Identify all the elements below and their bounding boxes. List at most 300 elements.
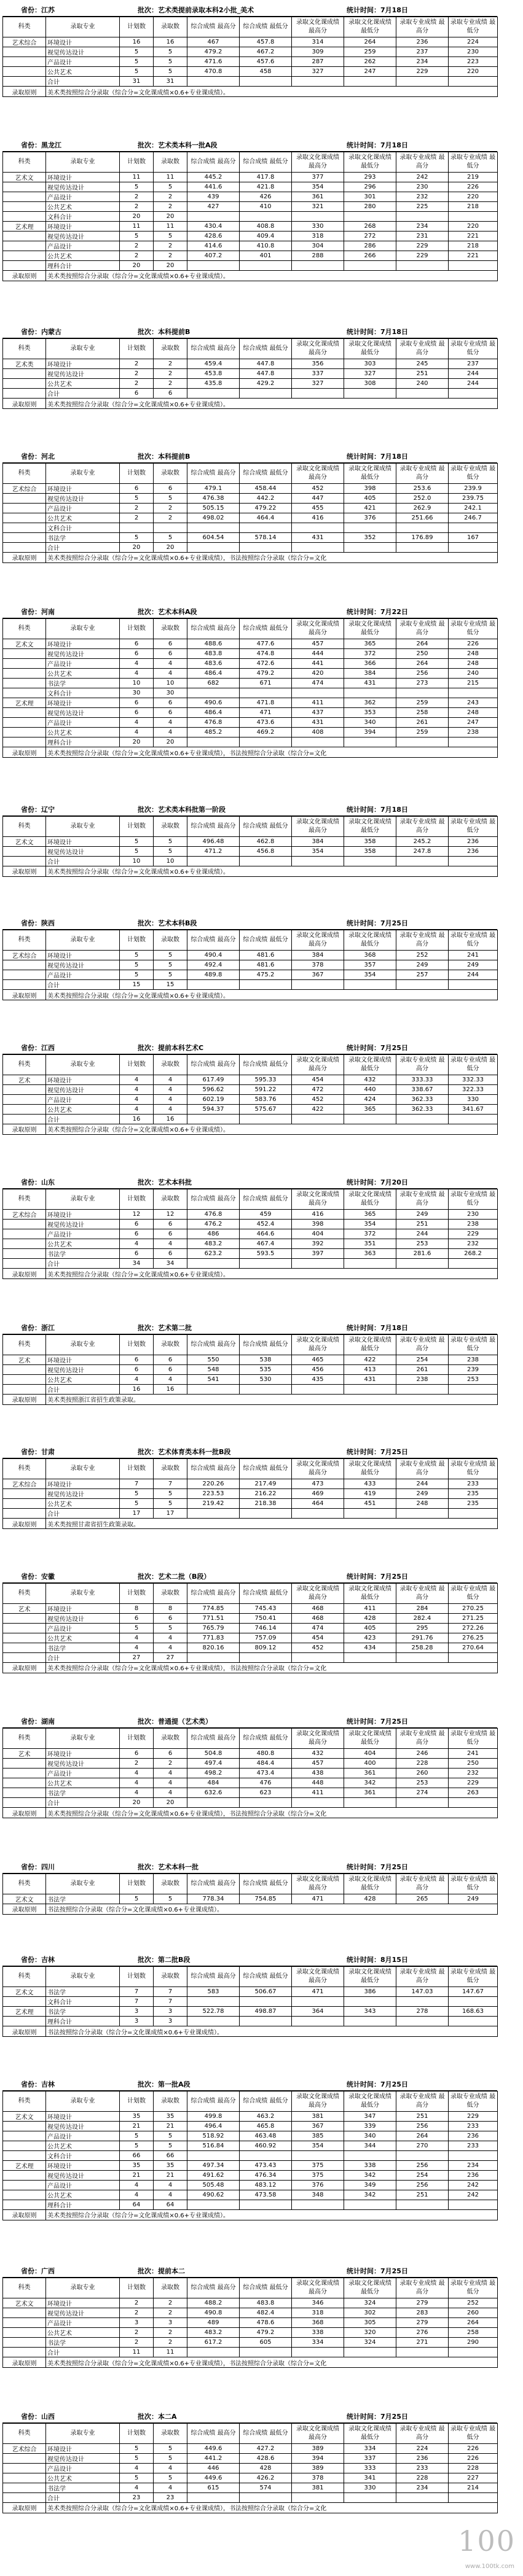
value-cell: 16 xyxy=(120,1114,154,1124)
value-cell: 229 xyxy=(396,251,449,260)
value-cell: 381 xyxy=(292,2483,344,2492)
major-cell: 合计 xyxy=(46,856,120,866)
value-cell: 5 xyxy=(154,67,187,77)
value-cell: 593.5 xyxy=(240,1249,292,1259)
table-row xyxy=(3,389,498,399)
column-header: 录取文化课成绩 最高分 xyxy=(292,1189,344,1210)
table-row xyxy=(3,728,498,737)
column-header: 录取专业成绩 最高分 xyxy=(396,2423,449,2443)
category-cell xyxy=(3,192,46,201)
value-cell: 615 xyxy=(187,2483,240,2492)
value-cell: 467.2 xyxy=(240,47,292,57)
major-cell: 环境设计 xyxy=(46,698,120,708)
value-cell: 274 xyxy=(396,1788,449,1798)
value-cell xyxy=(449,542,498,552)
value-cell: 229 xyxy=(449,1778,498,1788)
value-cell xyxy=(449,211,498,221)
column-header: 综合成绩 最高分 xyxy=(187,1874,240,1894)
column-header: 综合成绩 最低分 xyxy=(240,463,292,483)
value-cell xyxy=(187,2017,240,2026)
value-cell: 248 xyxy=(396,1499,449,1509)
policy-row xyxy=(3,1269,498,1279)
value-cell: 445.2 xyxy=(187,172,240,182)
major-cell: 合计 xyxy=(46,77,120,87)
value-cell: 341.67 xyxy=(449,1104,498,1114)
policy-text: 美术类按照综合分录取（综合分=文化课成绩×0.6+专业课成绩），书法按照综合分录取（综合分=文化 xyxy=(46,2357,498,2368)
value-cell: 246 xyxy=(396,1749,449,1759)
value-cell: 424 xyxy=(344,1094,396,1104)
value-cell: 343 xyxy=(344,2007,396,2017)
value-cell: 483.2 xyxy=(187,1239,240,1249)
column-header: 录取专业成绩 最高分 xyxy=(396,1729,449,1749)
value-cell: 8 xyxy=(154,1603,187,1613)
value-cell: 2 xyxy=(154,201,187,211)
category-cell xyxy=(3,1364,46,1374)
category-cell xyxy=(3,1623,46,1633)
column-header: 综合成绩 最高分 xyxy=(187,1583,240,1603)
category-cell xyxy=(3,389,46,399)
column-header: 综合成绩 最低分 xyxy=(240,152,292,172)
value-cell: 333 xyxy=(344,2463,396,2473)
value-cell: 361 xyxy=(292,192,344,201)
value-cell: 271 xyxy=(396,2338,449,2348)
table-row xyxy=(3,1499,498,1509)
major-cell: 书法学 xyxy=(46,2483,120,2492)
value-cell: 256 xyxy=(396,669,449,679)
column-header: 计划数 xyxy=(120,1967,154,1987)
column-header: 计划数 xyxy=(120,930,154,951)
value-cell: 474.8 xyxy=(240,649,292,659)
policy-text: 美术类按照综合分录取（综合分=文化课成绩×0.6+专业课成绩），书法按照综合分录取（综合分=文化 xyxy=(46,1662,498,1673)
major-cell: 视觉传达设计 xyxy=(46,2308,120,2318)
value-cell: 3 xyxy=(154,2318,187,2328)
column-header: 录取专业成绩 最高分 xyxy=(396,930,449,951)
value-cell: 4 xyxy=(120,2190,154,2200)
value-cell: 322.33 xyxy=(449,1084,498,1094)
value-cell: 365 xyxy=(344,1210,396,1220)
column-header: 计划数 xyxy=(120,339,154,359)
value-cell: 288 xyxy=(292,251,344,260)
table-row xyxy=(3,1355,498,1364)
table-row xyxy=(3,2190,498,2200)
value-cell xyxy=(344,260,396,270)
value-cell: 324 xyxy=(344,2298,396,2308)
value-cell: 595.33 xyxy=(240,1075,292,1084)
column-header: 计划数 xyxy=(120,1459,154,1479)
value-cell: 218 xyxy=(449,241,498,251)
province-label: 省份：陕西 xyxy=(21,919,55,927)
column-header: 计划数 xyxy=(120,17,154,37)
policy-text: 美术类按照综合分录取（综合分=文化课成绩×0.6+专业课成绩）。 xyxy=(46,990,498,1000)
value-cell: 457.8 xyxy=(240,37,292,47)
value-cell: 228 xyxy=(396,2473,449,2483)
value-cell: 242 xyxy=(449,2190,498,2200)
table-header-row xyxy=(3,619,498,639)
value-cell: 11 xyxy=(154,221,187,231)
major-cell: 公共艺术 xyxy=(46,251,120,260)
table-row xyxy=(3,1749,498,1759)
value-cell: 246.7 xyxy=(449,513,498,523)
value-cell: 411 xyxy=(344,1603,396,1613)
column-header: 录取专业 xyxy=(46,2091,120,2111)
value-cell: 270 xyxy=(396,2141,449,2150)
section-header xyxy=(2,2262,497,2278)
value-cell: 479.2 xyxy=(240,669,292,679)
value-cell: 421.8 xyxy=(240,182,292,192)
column-header: 计划数 xyxy=(120,1729,154,1749)
major-cell: 产品设计 xyxy=(46,2131,120,2141)
table-row xyxy=(3,688,498,698)
column-header: 录取专业 xyxy=(46,1334,120,1355)
value-cell: 248 xyxy=(449,649,498,659)
category-cell xyxy=(3,970,46,980)
value-cell: 6 xyxy=(154,1613,187,1623)
major-cell: 公共艺术 xyxy=(46,1104,120,1114)
category-cell xyxy=(3,1778,46,1788)
value-cell: 3 xyxy=(154,2017,187,2026)
value-cell: 459 xyxy=(240,1210,292,1220)
batch-label: 批次：本科提前B xyxy=(138,452,191,461)
value-cell: 176.89 xyxy=(396,532,449,542)
value-cell: 5 xyxy=(154,2131,187,2141)
value-cell: 347 xyxy=(344,2111,396,2121)
value-cell xyxy=(396,2492,449,2502)
value-cell: 439 xyxy=(187,192,240,201)
category-cell xyxy=(3,2308,46,2318)
column-header: 录取文化课成绩 最低分 xyxy=(344,2423,396,2443)
category-cell xyxy=(3,2141,46,2150)
value-cell: 745.43 xyxy=(240,1603,292,1613)
value-cell: 253 xyxy=(449,1374,498,1384)
policy-label: 录取原则 xyxy=(3,2357,46,2368)
section-15 xyxy=(2,2076,497,2220)
value-cell: 2 xyxy=(120,192,154,201)
policy-text: 美术类按照综合分录取（综合分=文化课成绩×0.6+专业课成绩），书法按照综合分录取（综合分=文化 xyxy=(46,552,498,562)
table-row xyxy=(3,2131,498,2141)
value-cell: 252.0 xyxy=(396,493,449,503)
value-cell: 5 xyxy=(154,836,187,846)
value-cell: 623 xyxy=(240,1788,292,1798)
value-cell xyxy=(396,542,449,552)
value-cell: 35 xyxy=(120,2111,154,2121)
category-cell xyxy=(3,669,46,679)
value-cell: 476.38 xyxy=(187,493,240,503)
value-cell: 6 xyxy=(120,1229,154,1239)
major-cell: 产品设计 xyxy=(46,192,120,201)
value-cell: 6 xyxy=(154,1364,187,1374)
value-cell: 497.4 xyxy=(187,1759,240,1769)
value-cell: 471.2 xyxy=(187,846,240,856)
category-cell xyxy=(3,1633,46,1643)
value-cell: 234 xyxy=(396,221,449,231)
value-cell: 5 xyxy=(154,1499,187,1509)
value-cell: 236 xyxy=(396,2453,449,2463)
value-cell: 264 xyxy=(344,37,396,47)
table-row xyxy=(3,369,498,379)
value-cell: 372 xyxy=(344,1229,396,1239)
major-cell: 文科合计 xyxy=(46,1997,120,2007)
value-cell: 467.4 xyxy=(240,1239,292,1249)
category-cell xyxy=(3,379,46,389)
value-cell xyxy=(449,260,498,270)
column-header: 录取文化课成绩 最低分 xyxy=(344,1054,396,1075)
value-cell: 471.6 xyxy=(187,57,240,67)
province-label: 省份：吉林 xyxy=(21,2080,55,2088)
value-cell: 417.8 xyxy=(240,172,292,182)
value-cell: 428 xyxy=(240,2463,292,2473)
value-cell xyxy=(344,542,396,552)
value-cell: 5 xyxy=(120,970,154,980)
column-header: 计划数 xyxy=(120,152,154,172)
value-cell: 20 xyxy=(154,1798,187,1808)
column-header: 科类 xyxy=(3,619,46,639)
value-cell: 389 xyxy=(292,2463,344,2473)
value-cell: 147.03 xyxy=(396,1987,449,1997)
value-cell: 441 xyxy=(292,659,344,669)
table-row xyxy=(3,1210,498,1220)
major-cell: 合计 xyxy=(46,2348,120,2357)
table-row xyxy=(3,2483,498,2492)
value-cell: 238 xyxy=(449,1220,498,1229)
value-cell: 453.8 xyxy=(187,369,240,379)
value-cell xyxy=(449,1798,498,1808)
value-cell xyxy=(240,688,292,698)
table-row xyxy=(3,1798,498,1808)
table-row xyxy=(3,2492,498,2502)
value-cell: 472 xyxy=(292,1084,344,1094)
value-cell: 583 xyxy=(187,1987,240,1997)
value-cell: 233 xyxy=(449,1479,498,1489)
value-cell: 34 xyxy=(120,1259,154,1269)
category-cell: 艺术综合 xyxy=(3,1479,46,1489)
column-header: 综合成绩 最高分 xyxy=(187,2091,240,2111)
value-cell xyxy=(187,1509,240,1519)
value-cell: 474 xyxy=(292,679,344,688)
stat-time-label: 统计时间：7月22日 xyxy=(347,608,408,616)
category-cell xyxy=(3,182,46,192)
value-cell: 496.4 xyxy=(187,2121,240,2131)
value-cell: 447.8 xyxy=(240,369,292,379)
major-cell: 环境设计 xyxy=(46,639,120,649)
value-cell xyxy=(187,523,240,532)
major-cell: 合计 xyxy=(46,389,120,399)
value-cell: 405 xyxy=(344,493,396,503)
major-cell: 环境设计 xyxy=(46,951,120,960)
value-cell xyxy=(396,1114,449,1124)
value-cell: 6 xyxy=(120,708,154,718)
major-cell: 公共艺术 xyxy=(46,669,120,679)
column-header: 综合成绩 最高分 xyxy=(187,930,240,951)
value-cell: 456 xyxy=(292,1364,344,1374)
column-header: 录取专业 xyxy=(46,1967,120,1987)
value-cell: 8 xyxy=(120,1603,154,1613)
column-header: 录取专业成绩 最低分 xyxy=(449,1459,498,1479)
value-cell: 258 xyxy=(396,708,449,718)
major-cell: 环境设计 xyxy=(46,2298,120,2308)
value-cell: 4 xyxy=(154,1769,187,1778)
table-row xyxy=(3,513,498,523)
value-cell: 314 xyxy=(292,37,344,47)
value-cell: 4 xyxy=(120,669,154,679)
value-cell: 342 xyxy=(344,2170,396,2180)
major-cell: 视觉传达设计 xyxy=(46,1489,120,1499)
value-cell: 3 xyxy=(120,2007,154,2017)
value-cell: 338.67 xyxy=(396,1084,449,1094)
table-row xyxy=(3,1104,498,1114)
score-table xyxy=(2,930,498,1000)
score-table xyxy=(2,152,498,281)
value-cell xyxy=(240,1259,292,1269)
value-cell: 241 xyxy=(449,1749,498,1759)
value-cell: 339 xyxy=(344,2121,396,2131)
value-cell: 2 xyxy=(120,379,154,389)
value-cell: 17 xyxy=(154,1509,187,1519)
category-cell xyxy=(3,2017,46,2026)
value-cell: 219 xyxy=(449,172,498,182)
batch-label: 批次：普通提（艺术类） xyxy=(138,1718,212,1726)
value-cell: 437 xyxy=(292,708,344,718)
value-cell: 20 xyxy=(120,542,154,552)
value-cell xyxy=(449,1114,498,1124)
column-header: 录取专业 xyxy=(46,1729,120,1749)
category-cell xyxy=(3,47,46,57)
column-header: 录取专业成绩 最低分 xyxy=(449,816,498,836)
value-cell: 5 xyxy=(120,1499,154,1509)
value-cell: 233 xyxy=(449,2121,498,2131)
major-cell: 视觉传达设计 xyxy=(46,2453,120,2463)
column-header: 科类 xyxy=(3,2423,46,2443)
value-cell: 6 xyxy=(154,389,187,399)
value-cell: 353 xyxy=(344,708,396,718)
value-cell: 232 xyxy=(449,1769,498,1778)
column-header: 录取文化课成绩 最低分 xyxy=(344,1583,396,1603)
value-cell: 5 xyxy=(154,951,187,960)
value-cell xyxy=(187,260,240,270)
value-cell: 6 xyxy=(154,649,187,659)
table-header-row xyxy=(3,17,498,37)
section-7 xyxy=(2,1039,497,1135)
value-cell xyxy=(292,542,344,552)
category-cell xyxy=(3,57,46,67)
value-cell: 469 xyxy=(292,1489,344,1499)
value-cell: 342 xyxy=(344,1778,396,1788)
value-cell: 475.2 xyxy=(240,970,292,980)
major-cell: 产品设计 xyxy=(46,57,120,67)
column-header: 录取专业成绩 最低分 xyxy=(449,17,498,37)
major-cell: 视觉传达设计 xyxy=(46,1759,120,1769)
table-header-row xyxy=(3,339,498,359)
policy-text: 美术类按照综合分录取（综合分=文化课成绩×0.6+专业课成绩），书法按照综合分录取（综合分=文化 xyxy=(46,1808,498,1818)
category-cell xyxy=(3,231,46,241)
value-cell: 632.6 xyxy=(187,1788,240,1798)
value-cell: 34 xyxy=(154,1259,187,1269)
major-cell: 环境设计 xyxy=(46,2160,120,2170)
category-cell xyxy=(3,1769,46,1778)
value-cell: 468 xyxy=(292,1603,344,1613)
major-cell: 环境设计 xyxy=(46,37,120,47)
category-cell xyxy=(3,1643,46,1652)
value-cell xyxy=(344,856,396,866)
value-cell: 272 xyxy=(344,231,396,241)
table-row xyxy=(3,1788,498,1798)
table-header-row xyxy=(3,152,498,172)
major-cell: 理科合计 xyxy=(46,2017,120,2026)
table-row xyxy=(3,503,498,513)
value-cell: 754.85 xyxy=(240,1894,292,1904)
value-cell: 423 xyxy=(344,1633,396,1643)
value-cell xyxy=(292,211,344,221)
major-cell: 环境设计 xyxy=(46,1479,120,1489)
value-cell: 327 xyxy=(292,67,344,77)
policy-row xyxy=(3,399,498,409)
value-cell: 5 xyxy=(120,1623,154,1633)
section-17 xyxy=(2,2408,497,2513)
table-row xyxy=(3,2180,498,2190)
column-header: 综合成绩 最高分 xyxy=(187,2423,240,2443)
major-cell: 环境设计 xyxy=(46,483,120,493)
value-cell: 35 xyxy=(120,2160,154,2170)
value-cell: 242.1 xyxy=(449,503,498,513)
section-9 xyxy=(2,1319,497,1405)
column-header: 科类 xyxy=(3,1967,46,1987)
value-cell: 447 xyxy=(292,493,344,503)
value-cell: 481.6 xyxy=(240,951,292,960)
value-cell xyxy=(240,211,292,221)
value-cell: 4 xyxy=(120,1075,154,1084)
value-cell: 229 xyxy=(396,67,449,77)
value-cell: 5 xyxy=(120,231,154,241)
column-header: 录取文化课成绩 最低分 xyxy=(344,1729,396,1749)
value-cell: 340 xyxy=(344,2131,396,2141)
value-cell: 224 xyxy=(396,2443,449,2453)
table-header-row xyxy=(3,930,498,951)
value-cell: 757.09 xyxy=(240,1633,292,1643)
value-cell xyxy=(187,542,240,552)
major-cell: 视觉传达设计 xyxy=(46,231,120,241)
category-cell xyxy=(3,2483,46,2492)
score-table xyxy=(2,2423,498,2513)
value-cell: 217.49 xyxy=(240,1479,292,1489)
value-cell xyxy=(240,77,292,87)
column-header: 综合成绩 最高分 xyxy=(187,17,240,37)
value-cell: 6 xyxy=(120,649,154,659)
table-row xyxy=(3,2160,498,2170)
category-cell xyxy=(3,260,46,270)
batch-label: 批次：艺术本科批 xyxy=(138,1178,192,1186)
province-label: 省份：浙江 xyxy=(21,1323,55,1332)
major-cell: 公共艺术 xyxy=(46,67,120,77)
table-header-row xyxy=(3,1334,498,1355)
value-cell: 446 xyxy=(187,2463,240,2473)
value-cell: 405 xyxy=(344,1623,396,1633)
table-row xyxy=(3,251,498,260)
value-cell: 236 xyxy=(396,37,449,47)
column-header: 综合成绩 最低分 xyxy=(240,1334,292,1355)
category-cell xyxy=(3,688,46,698)
province-label: 省份：安徽 xyxy=(21,1572,55,1581)
value-cell: 334 xyxy=(344,2443,396,2453)
value-cell xyxy=(187,1652,240,1662)
policy-text: 美术类按照综合分录取（综合分=文化课成绩×0.6+专业课成绩）。 xyxy=(46,399,498,409)
value-cell: 279 xyxy=(396,2318,449,2328)
major-cell: 公共艺术 xyxy=(46,1778,120,1788)
column-header: 录取文化课成绩 最低分 xyxy=(344,816,396,836)
value-cell: 463.2 xyxy=(240,2111,292,2121)
value-cell: 476.34 xyxy=(240,2170,292,2180)
major-cell: 公共艺术 xyxy=(46,2473,120,2483)
value-cell xyxy=(292,77,344,87)
policy-row xyxy=(3,2209,498,2220)
